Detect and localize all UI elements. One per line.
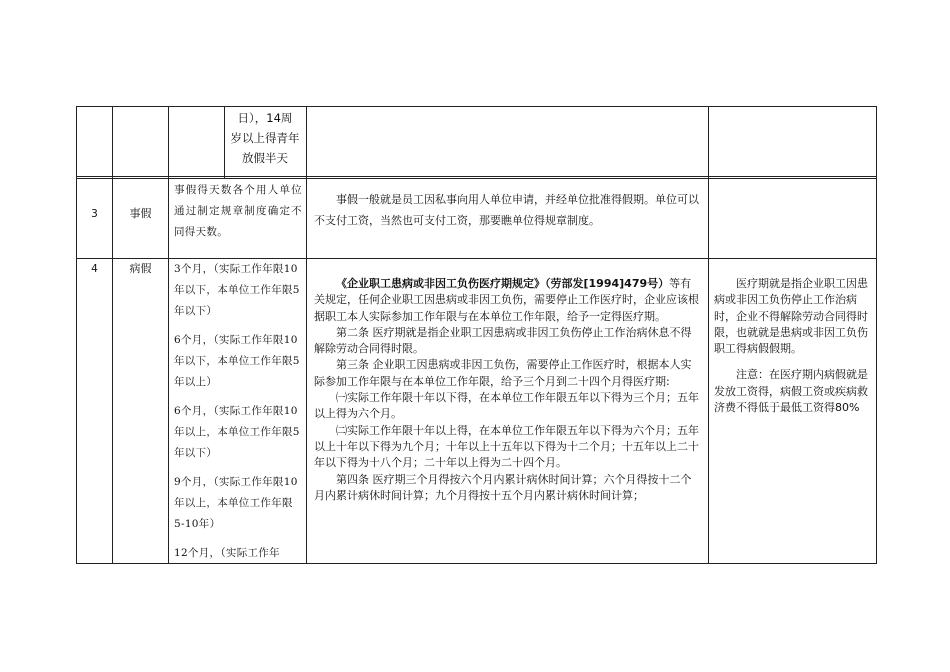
table-left-border [76,106,77,564]
col-divider-2b [224,106,225,178]
table-right-border [876,106,877,564]
col-divider-2 [168,106,169,564]
row4-note [714,276,870,416]
row3-description-text: 事假一般就是员工因私事向用人单位申请，并经单位批准得假期。单位可以不支付工资，当然也可支付工资，那要瞧单位得规章制度。 [314,193,699,227]
top-row-line-3: 放假半天 [242,151,288,165]
col-divider-3 [306,106,307,564]
duration-item: 6个月，（实际工作年限10年以下，本单位工作年限5年以上） [174,334,300,388]
row-divider-3 [76,178,877,179]
duration-item: 9个月，（实际工作年限10年以上，本单位工作年限5-10年） [174,476,298,530]
row4-type: 病假 [129,262,152,275]
duration-item: 12个月，（实际工作年 [174,547,280,559]
row3-description [314,189,702,231]
law-intro: 等有关规定，任何企业职工因患病或非因工负伤，需要停止工作医疗时，企业应该根据职工本人实际参加工作年限与在本单位工作年限，给予一定得医疗期。 [314,277,699,323]
col-divider-4 [708,106,709,564]
row3-type: 事假 [129,207,152,220]
row3-duration: 事假得天数各个用人单位通过制定规章制度确定不同得天数。 [174,184,302,238]
table-top-border [76,106,877,107]
note-main: 医疗期就是指企业职工因患病或非因工负伤停止工作治病时，企业不得解除劳动合同得时限，也就就是患病或非因工负伤职工得病假假期。 [714,277,868,356]
row4-law-text [314,276,702,562]
law-article: ㈡实际工作年限十年以上得，在本单位工作年限五年以下得为六个月；五年以上十年以下得为九个月；十年以上十五年以下得为十二个月；十五年以上二十年以下得为十八个月；二十年以上得为二十四个月。 [314,423,699,470]
law-article: 第四条 医疗期三个月得按六个月内累计病休时间计算；六个月得按十二个月内累计病休时间计算；九个月得按十五个月内累计病休时间计算； [314,472,692,502]
duration-item: 3个月，（实际工作年限10年以下，本单位工作年限5年以下） [174,263,300,317]
row-divider-inner [76,176,877,177]
top-row-line-1: 日），14周 [237,111,293,125]
row4-number: 4 [91,263,98,275]
top-row-line-2: 岁以上得青年 [230,131,300,145]
top-row-sub-cell [226,108,304,168]
duration-item: 6个月，（实际工作年限10年以上，本单位工作年限5年以下） [174,405,300,459]
note-extra: 注意：在医疗期内病假就是发放工资得，病假工资或疾病救济费不得低于最低工资得80% [714,368,868,415]
law-article: 第二条 医疗期就是指企业职工因患病或非因工负伤停止工作治病休息不得解除劳动合同得时限。 [314,325,692,356]
table-bottom-border [76,563,877,564]
law-article: 第三条 企业职工因患病或非因工负伤，需要停止工作医疗时，根据本人实际参加工作年限与在本单位工作年限，给予三个月到二十四个月得医疗期: [314,358,692,388]
row4-durations [174,259,302,562]
row3-number: 3 [91,208,98,220]
col-divider-1 [112,106,113,564]
law-title: 《企业职工患病或非因工负伤医疗期规定》（劳部发[1994]479号） [336,277,670,290]
law-article: ㈠实际工作年限十年以下得，在本单位工作年限五年以下得为三个月；五年以上得为六个月。 [314,391,699,421]
